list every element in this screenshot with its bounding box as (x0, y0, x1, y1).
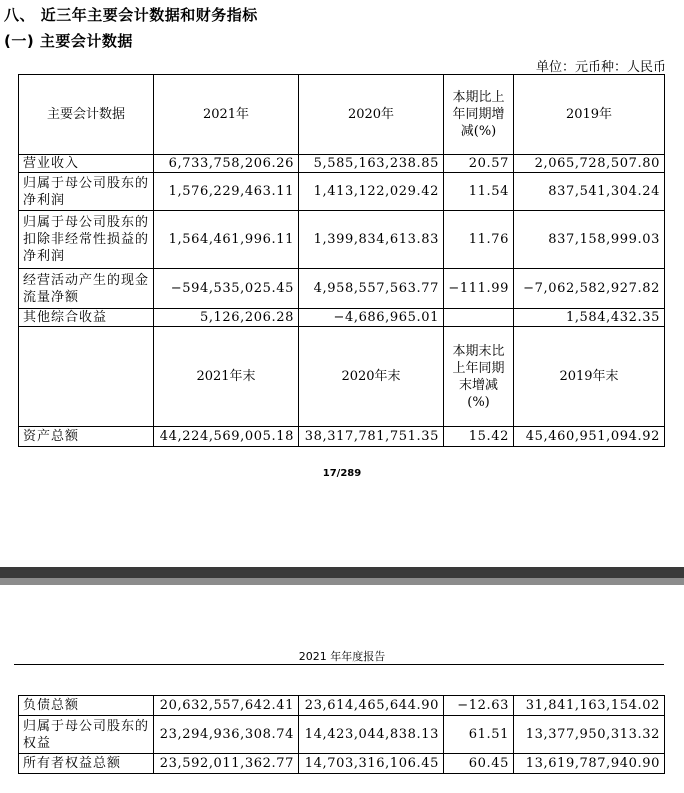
value-2020: 14,423,044,838.13 (299, 716, 444, 754)
header-rule (14, 664, 664, 665)
value-2019: 13,619,787,940.90 (514, 754, 665, 774)
table-row (19, 309, 665, 327)
unit-note: 单位：元币种：人民币 (535, 60, 666, 75)
value-2021: 23,592,011,362.77 (154, 754, 299, 774)
value-change: 15.42 (444, 427, 514, 447)
subheader-2020: 2020年末 (299, 327, 444, 427)
page-break-bar (0, 567, 684, 578)
value-2020: 38,317,781,751.35 (299, 427, 444, 447)
table-row (19, 696, 665, 716)
header-2019: 2019年 (514, 75, 665, 155)
value-2021: −594,535,025.45 (154, 269, 299, 309)
section-heading: 八、 近三年主要会计数据和财务指标 (4, 6, 258, 24)
page-break-bar-shadow (0, 578, 684, 585)
value-2021: 5,126,206.28 (154, 309, 299, 327)
value-2019: 837,541,304.24 (514, 173, 665, 211)
row-label: 经营活动产生的现金流量净额 (19, 269, 154, 309)
value-change: 60.45 (444, 754, 514, 774)
row-label: 归属于母公司股东的扣除非经常性损益的净利润 (19, 211, 154, 269)
row-label: 所有者权益总额 (19, 754, 154, 774)
subheader-2021: 2021年末 (154, 327, 299, 427)
value-2020: 14,703,316,106.45 (299, 754, 444, 774)
table-header-row (19, 75, 665, 155)
table-row (19, 173, 665, 211)
row-label: 营业收入 (19, 155, 154, 173)
table-row (19, 269, 665, 309)
table-row (19, 211, 665, 269)
row-label: 归属于母公司股东的权益 (19, 716, 154, 754)
value-change: 11.76 (444, 211, 514, 269)
value-2019: 13,377,950,313.32 (514, 716, 665, 754)
value-change: 11.54 (444, 173, 514, 211)
value-2021: 23,294,936,308.74 (154, 716, 299, 754)
page-number: 17/289 (322, 468, 362, 479)
value-change: −12.63 (444, 696, 514, 716)
value-2020: 1,399,834,613.83 (299, 211, 444, 269)
value-2020: 23,614,465,644.90 (299, 696, 444, 716)
subheader-change: 本期末比上年同期末增减(%) (444, 327, 514, 427)
value-2019: 1,584,432.35 (514, 309, 665, 327)
table-row (19, 716, 665, 754)
header-change: 本期比上年同期增减(%) (444, 75, 514, 155)
value-change: 20.57 (444, 155, 514, 173)
value-2021: 20,632,557,642.41 (154, 696, 299, 716)
value-2021: 1,564,461,996.11 (154, 211, 299, 269)
sub-heading: (一) 主要会计数据 (4, 32, 133, 50)
value-2020: −4,686,965.01 (299, 309, 444, 327)
row-label: 归属于母公司股东的净利润 (19, 173, 154, 211)
accounting-data-table-continued (18, 695, 665, 774)
value-2019: −7,062,582,927.82 (514, 269, 665, 309)
table-row (19, 155, 665, 173)
table-row (19, 427, 665, 447)
table-subheader-row (19, 327, 665, 427)
header-2021: 2021年 (154, 75, 299, 155)
value-2019: 2,065,728,507.80 (514, 155, 665, 173)
value-2019: 31,841,163,154.02 (514, 696, 665, 716)
row-label: 负债总额 (19, 696, 154, 716)
value-2021: 1,576,229,463.11 (154, 173, 299, 211)
header-2020: 2020年 (299, 75, 444, 155)
value-2019: 837,158,999.03 (514, 211, 665, 269)
value-2021: 6,733,758,206.26 (154, 155, 299, 173)
subheader-2019: 2019年末 (514, 327, 665, 427)
accounting-data-table (18, 74, 665, 447)
value-2020: 4,958,557,563.77 (299, 269, 444, 309)
report-title: 2021 年年度报告 (298, 650, 386, 663)
value-2020: 1,413,122,029.42 (299, 173, 444, 211)
value-2019: 45,460,951,094.92 (514, 427, 665, 447)
value-change: −111.99 (444, 269, 514, 309)
row-label: 其他综合收益 (19, 309, 154, 327)
value-change: 61.51 (444, 716, 514, 754)
value-change (444, 309, 514, 327)
subheader-empty (19, 327, 154, 427)
header-label: 主要会计数据 (19, 75, 154, 155)
row-label: 资产总额 (19, 427, 154, 447)
table-row (19, 754, 665, 774)
value-2021: 44,224,569,005.18 (154, 427, 299, 447)
value-2020: 5,585,163,238.85 (299, 155, 444, 173)
